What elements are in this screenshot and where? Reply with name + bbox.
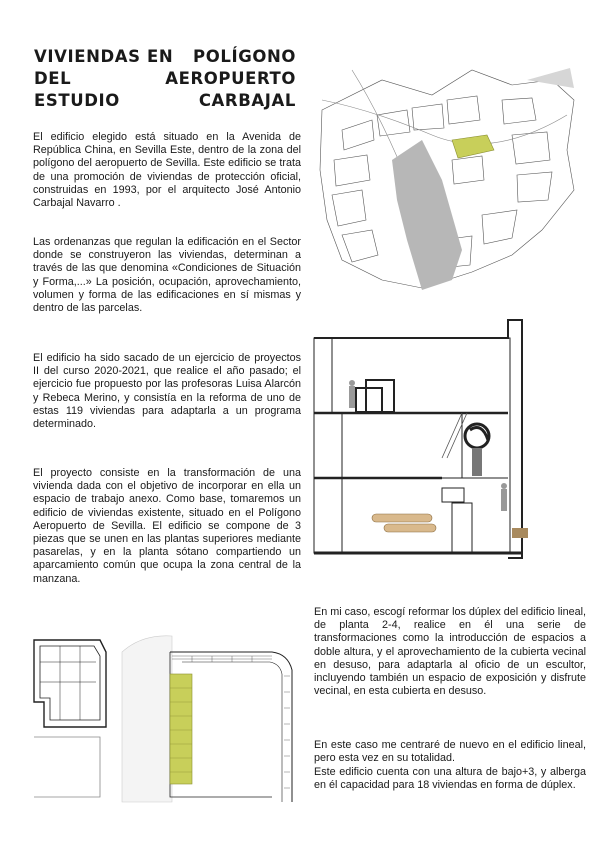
- page-title: [34, 46, 296, 112]
- site-map-figure: [312, 40, 582, 300]
- title-line-1: [34, 46, 296, 68]
- title-word: ESTUDIO: [34, 91, 120, 110]
- paragraph-location: El edificio elegido está situado en la Avenida de República China, en Sevilla Este, dentro de la zona del polígono del aeropuerto de Sevilla. Este edificio se trata de una promoción de viviendas de protección oficial, construidas en 1993, por el arquitecto José Antonio Carbajal Navarro .: [33, 131, 301, 210]
- paragraph-regulations: Las ordenanzas que regulan la edificación en el Sector donde se construyeron las viviendas, determinan a través de las que denomina «Condiciones de Situación y Forma,...» La posición, ocupación, aprovechamiento, volumen y forma de las edificaciones en sí mismas y dentro de las parcelas.: [33, 236, 301, 315]
- floor-plan-main-drawing: [112, 632, 308, 804]
- floor-plan-left-drawing: [30, 632, 110, 802]
- paragraph-exercise: El edificio ha sido sacado de un ejercicio de proyectos II del curso 2020-2021, que realice el año pasado; el ejercicio fue propuesto por las profesoras Luisa Alarcón y Rebeca Merino, y consistía en la reforma de uno de estas 119 viviendas para adaptarla a un programa determinado.: [33, 352, 301, 431]
- title-line-2: [34, 68, 296, 90]
- title-word: VIVIENDAS EN: [34, 47, 174, 66]
- section-figure: [312, 318, 548, 576]
- title-word: POLÍGONO: [193, 47, 296, 66]
- paragraph-focus: En este caso me centraré de nuevo en el edificio lineal, pero esta vez en su totalidad.: [314, 739, 586, 765]
- floor-plan-left: [30, 632, 110, 802]
- title-word: DEL: [34, 69, 72, 88]
- plan-highlight: [170, 674, 192, 784]
- title-word: CARBAJAL: [198, 91, 296, 110]
- title-line-3: [34, 90, 296, 112]
- title-word: AEROPUERTO: [165, 69, 296, 88]
- section-drawing: [312, 318, 548, 576]
- paragraph-project: El proyecto consiste en la transformación de una vivienda dada con el objetivo de incorporar en ella un espacio de trabajo anexo. Como base, tomaremos un edificio de viviendas existente, situado en el Polígono Aeropuerto de Sevilla. El edificio se compone de 3 piezas que se unen en las plantas superiores mediante pasarelas, y en la planta sótano compartiendo un aparcamiento común que ocupa la zona central de la manzana.: [33, 467, 301, 585]
- paragraph-capacity: Este edificio cuenta con una altura de bajo+3, y alberga en él capacidad para 18 viviendas en forma de dúplex.: [314, 766, 586, 792]
- floor-plan-main: [112, 632, 308, 804]
- paragraph-my-case: En mi caso, escogí reformar los dúplex del edificio lineal, de planta 2-4, realice en él una serie de transformaciones como la introducción de espacios a doble altura, y el aprovechamiento de la cubierta vecinal en desuso, para adaptarla al oficio de un escultor, incluyendo también un espacio de exposición y disfrute vecinal, en esta cubierta en desuso.: [314, 606, 586, 698]
- site-map-drawing: [312, 40, 582, 300]
